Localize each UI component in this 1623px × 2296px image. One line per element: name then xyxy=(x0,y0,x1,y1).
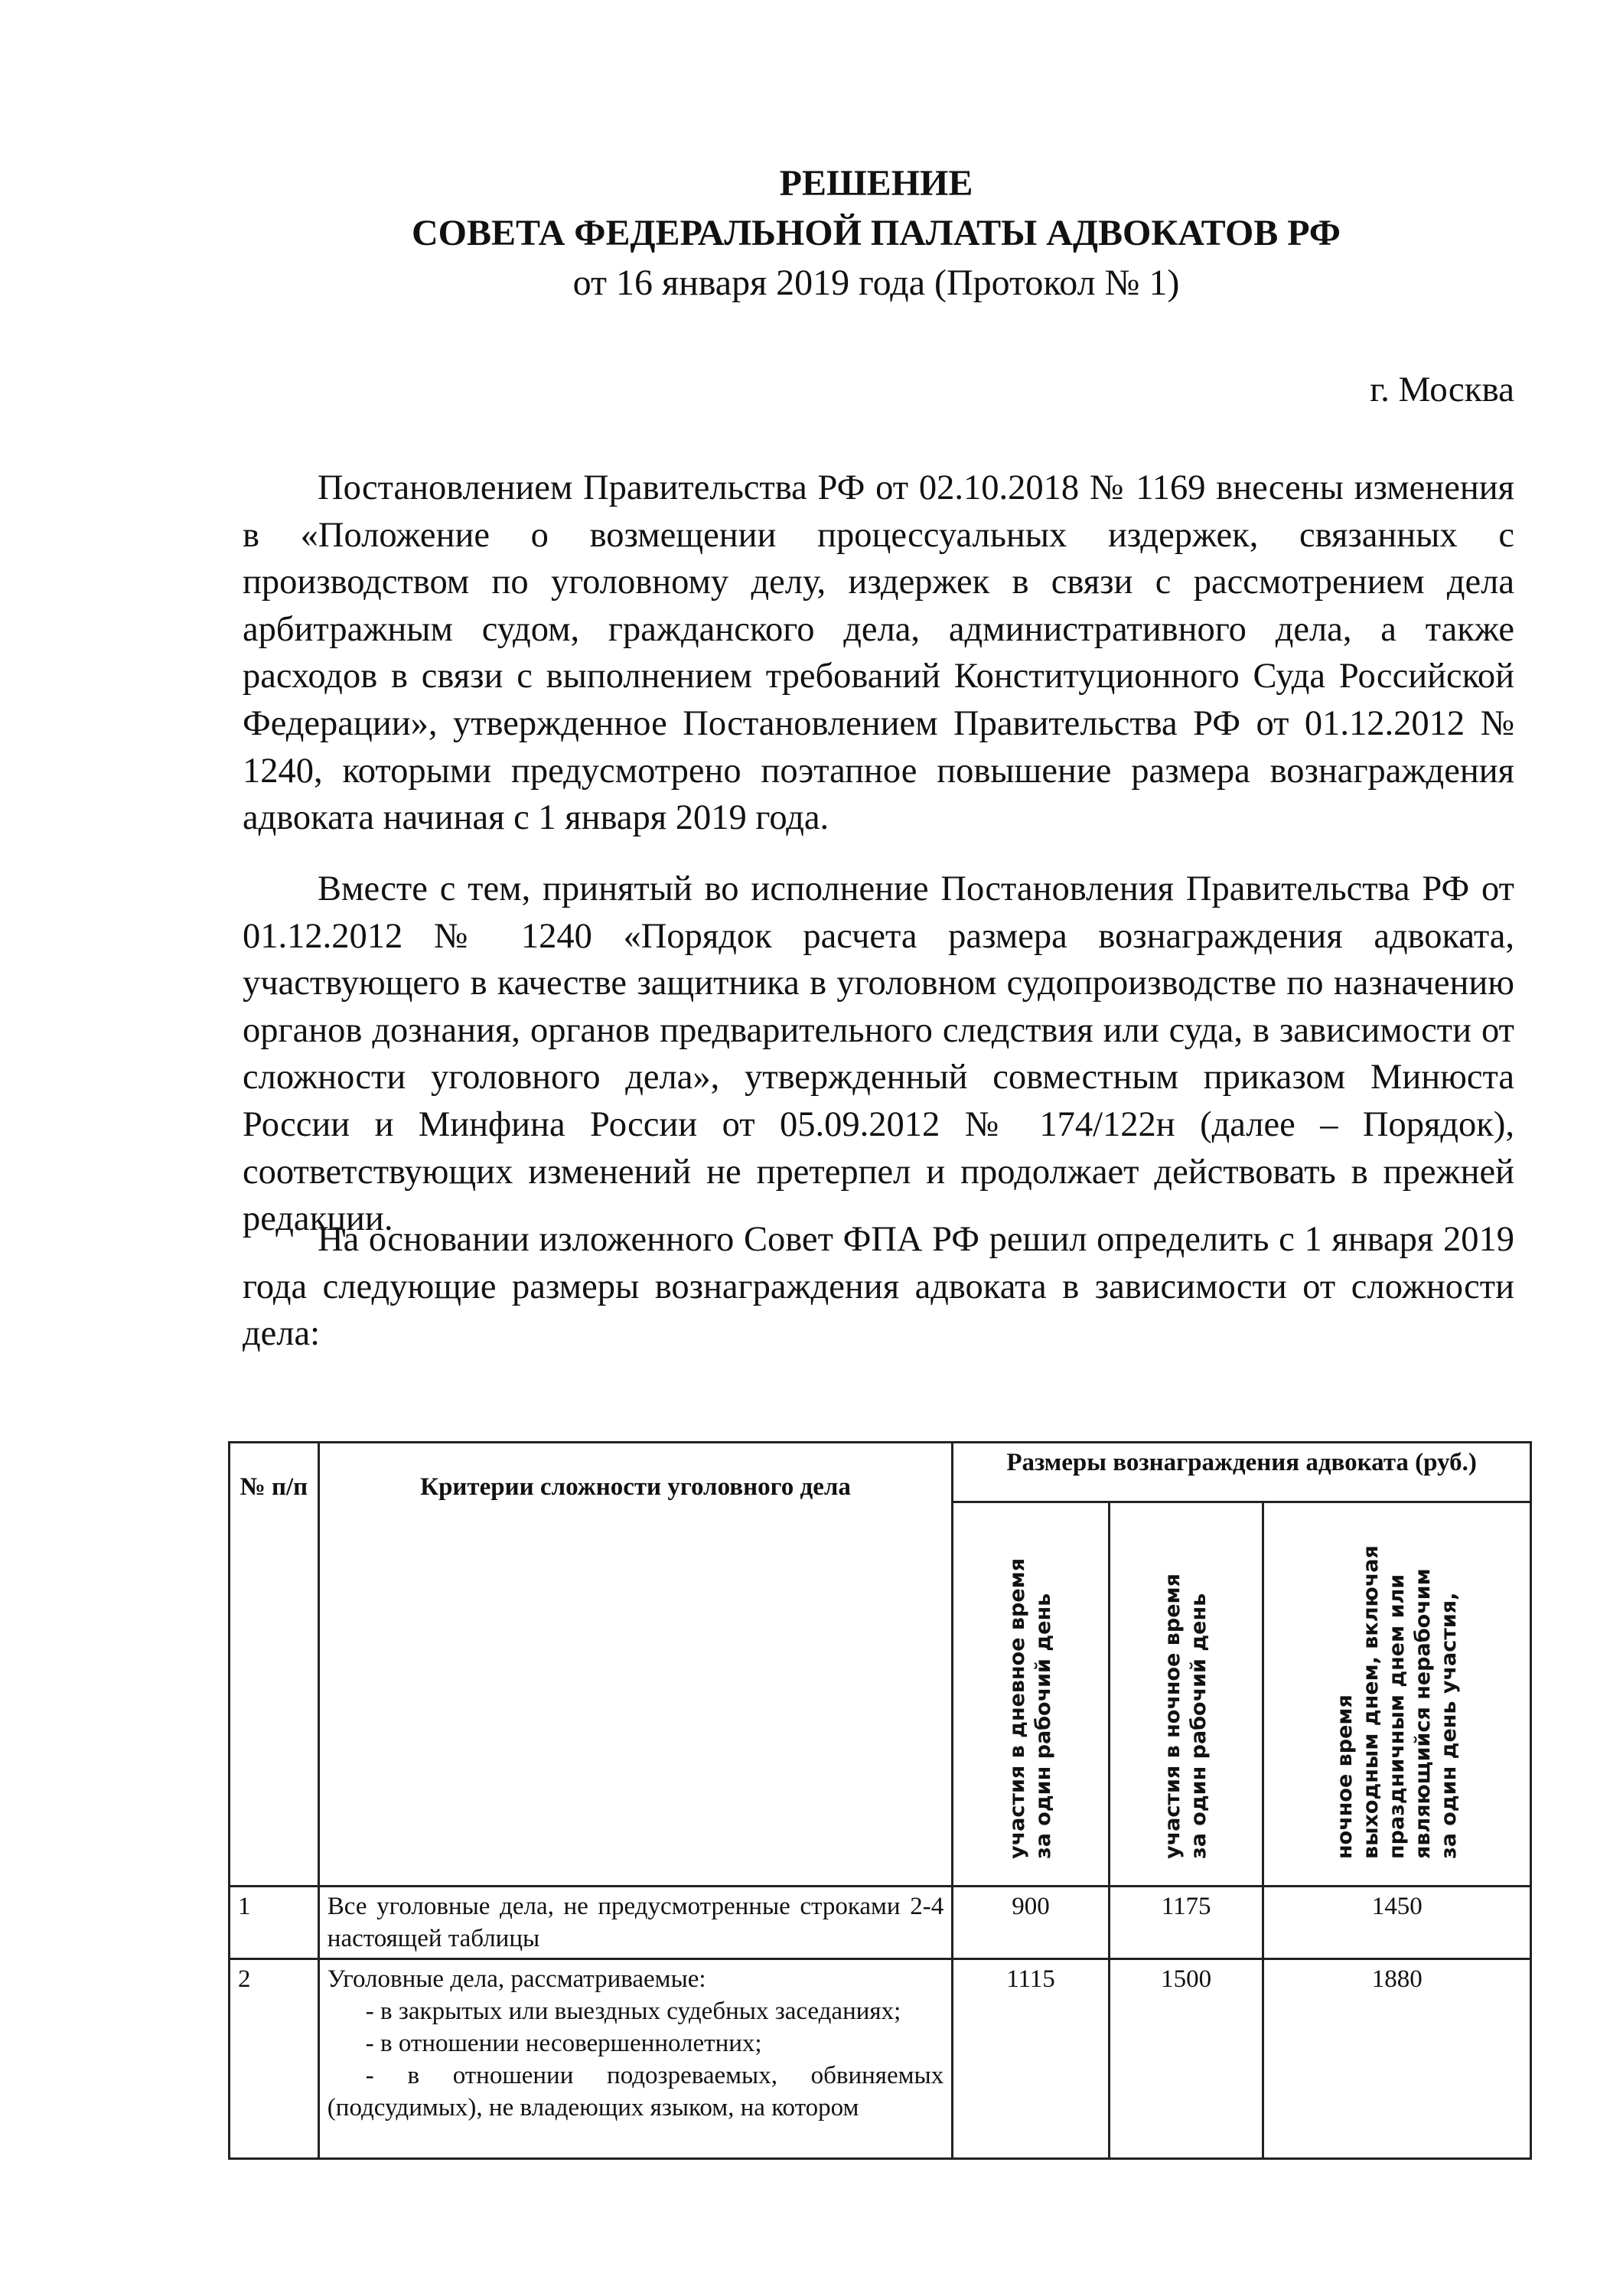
fee-holiday: 1450 xyxy=(1263,1887,1531,1959)
document-subtitle: СОВЕТА ФЕДЕРАЛЬНОЙ ПАЛАТЫ АДВОКАТОВ РФ xyxy=(411,213,1341,253)
document-date: от 16 января 2019 года (Протокол № 1) xyxy=(572,263,1180,303)
fee-day: 900 xyxy=(953,1887,1110,1959)
fee-day: 1115 xyxy=(953,1959,1110,2159)
fee-holiday: 1880 xyxy=(1263,1959,1531,2159)
header-criteria: Критерии сложности уголовного дела xyxy=(318,1443,952,1887)
header-day: за один рабочий день участия в дневное время xyxy=(953,1502,1110,1887)
document-title: РЕШЕНИЕ xyxy=(779,163,973,204)
paragraph: Постановлением Правительства РФ от 02.10.2018 № 1169 внесены изменения в «Положение о возмещении процессуальных издержек, связанных с производством по уголовному делу, издержек в связи с рассмотрением дела арбитражным судом, гражданского дела, административного дела, а также расходов в связи с выполнением требований Конституционного Суда Российской Федерации», утвержденное Постановлением Правительства РФ от 01.12.2012 № 1240, которыми предусмотрено поэтапное повышение размера вознаграждения адвоката начиная с 1 января 2019 года. xyxy=(243,468,1514,838)
criteria-item: - в отношении подозреваемых, обвиняемых (подсудимых), не владеющих языком, на котором xyxy=(327,2062,944,2122)
row-criteria: Уголовные дела, рассматриваемые: - в закрытых или выездных судебных заседаниях; - в отношении несовершеннолетних; - в отношении подозреваемых, обвиняемых (подсудимых), не владеющих языком, на котором xyxy=(318,1959,952,2159)
row-criteria: Все уголовные дела, не предусмотренные строками 2-4 настоящей таблицы xyxy=(318,1887,952,1959)
row-num: 1 xyxy=(230,1887,319,1959)
header-holiday: за один день участия, являющийся нерабочим праздничным днем или выходным днем, включая ночное время xyxy=(1263,1502,1531,1887)
header-night: за один рабочий день участия в ночное время xyxy=(1109,1502,1263,1887)
fee-night: 1500 xyxy=(1109,1959,1263,2159)
city: г. Москва xyxy=(1370,370,1514,409)
table-row xyxy=(230,1887,1531,1959)
criteria-item: - в закрытых или выездных судебных заседаниях; xyxy=(365,1998,901,2025)
table-row xyxy=(230,1959,1531,2159)
criteria-item: - в отношении несовершеннолетних; xyxy=(365,2030,762,2057)
fee-table xyxy=(228,1441,1532,2160)
fee-night: 1175 xyxy=(1109,1887,1263,1959)
paragraph: Вместе с тем, принятый во исполнение Постановления Правительства РФ от 01.12.2012 № 1240 «Порядок расчета размера вознаграждения адвоката, участвующего в качестве защитника в уголовном судопроизводстве по назначению органов дознания, органов предварительного следствия или суда, в зависимости от сложности уголовного дела», утвержденный совместным приказом Минюста России и Минфина России от 05.09.2012 № 174/122н (далее – Порядок), соответствующих изменений не претерпел и продолжает действовать в прежней редакции. xyxy=(243,869,1514,1239)
header-fee-group: Размеры вознаграждения адвоката (руб.) xyxy=(953,1443,1531,1502)
row-num: 2 xyxy=(230,1959,319,2159)
paragraph: На основании изложенного Совет ФПА РФ решил определить с 1 января 2019 года следующие размеры вознаграждения адвоката в зависимости от сложности дела: xyxy=(243,1220,1514,1354)
header-num: № п/п xyxy=(230,1443,319,1887)
